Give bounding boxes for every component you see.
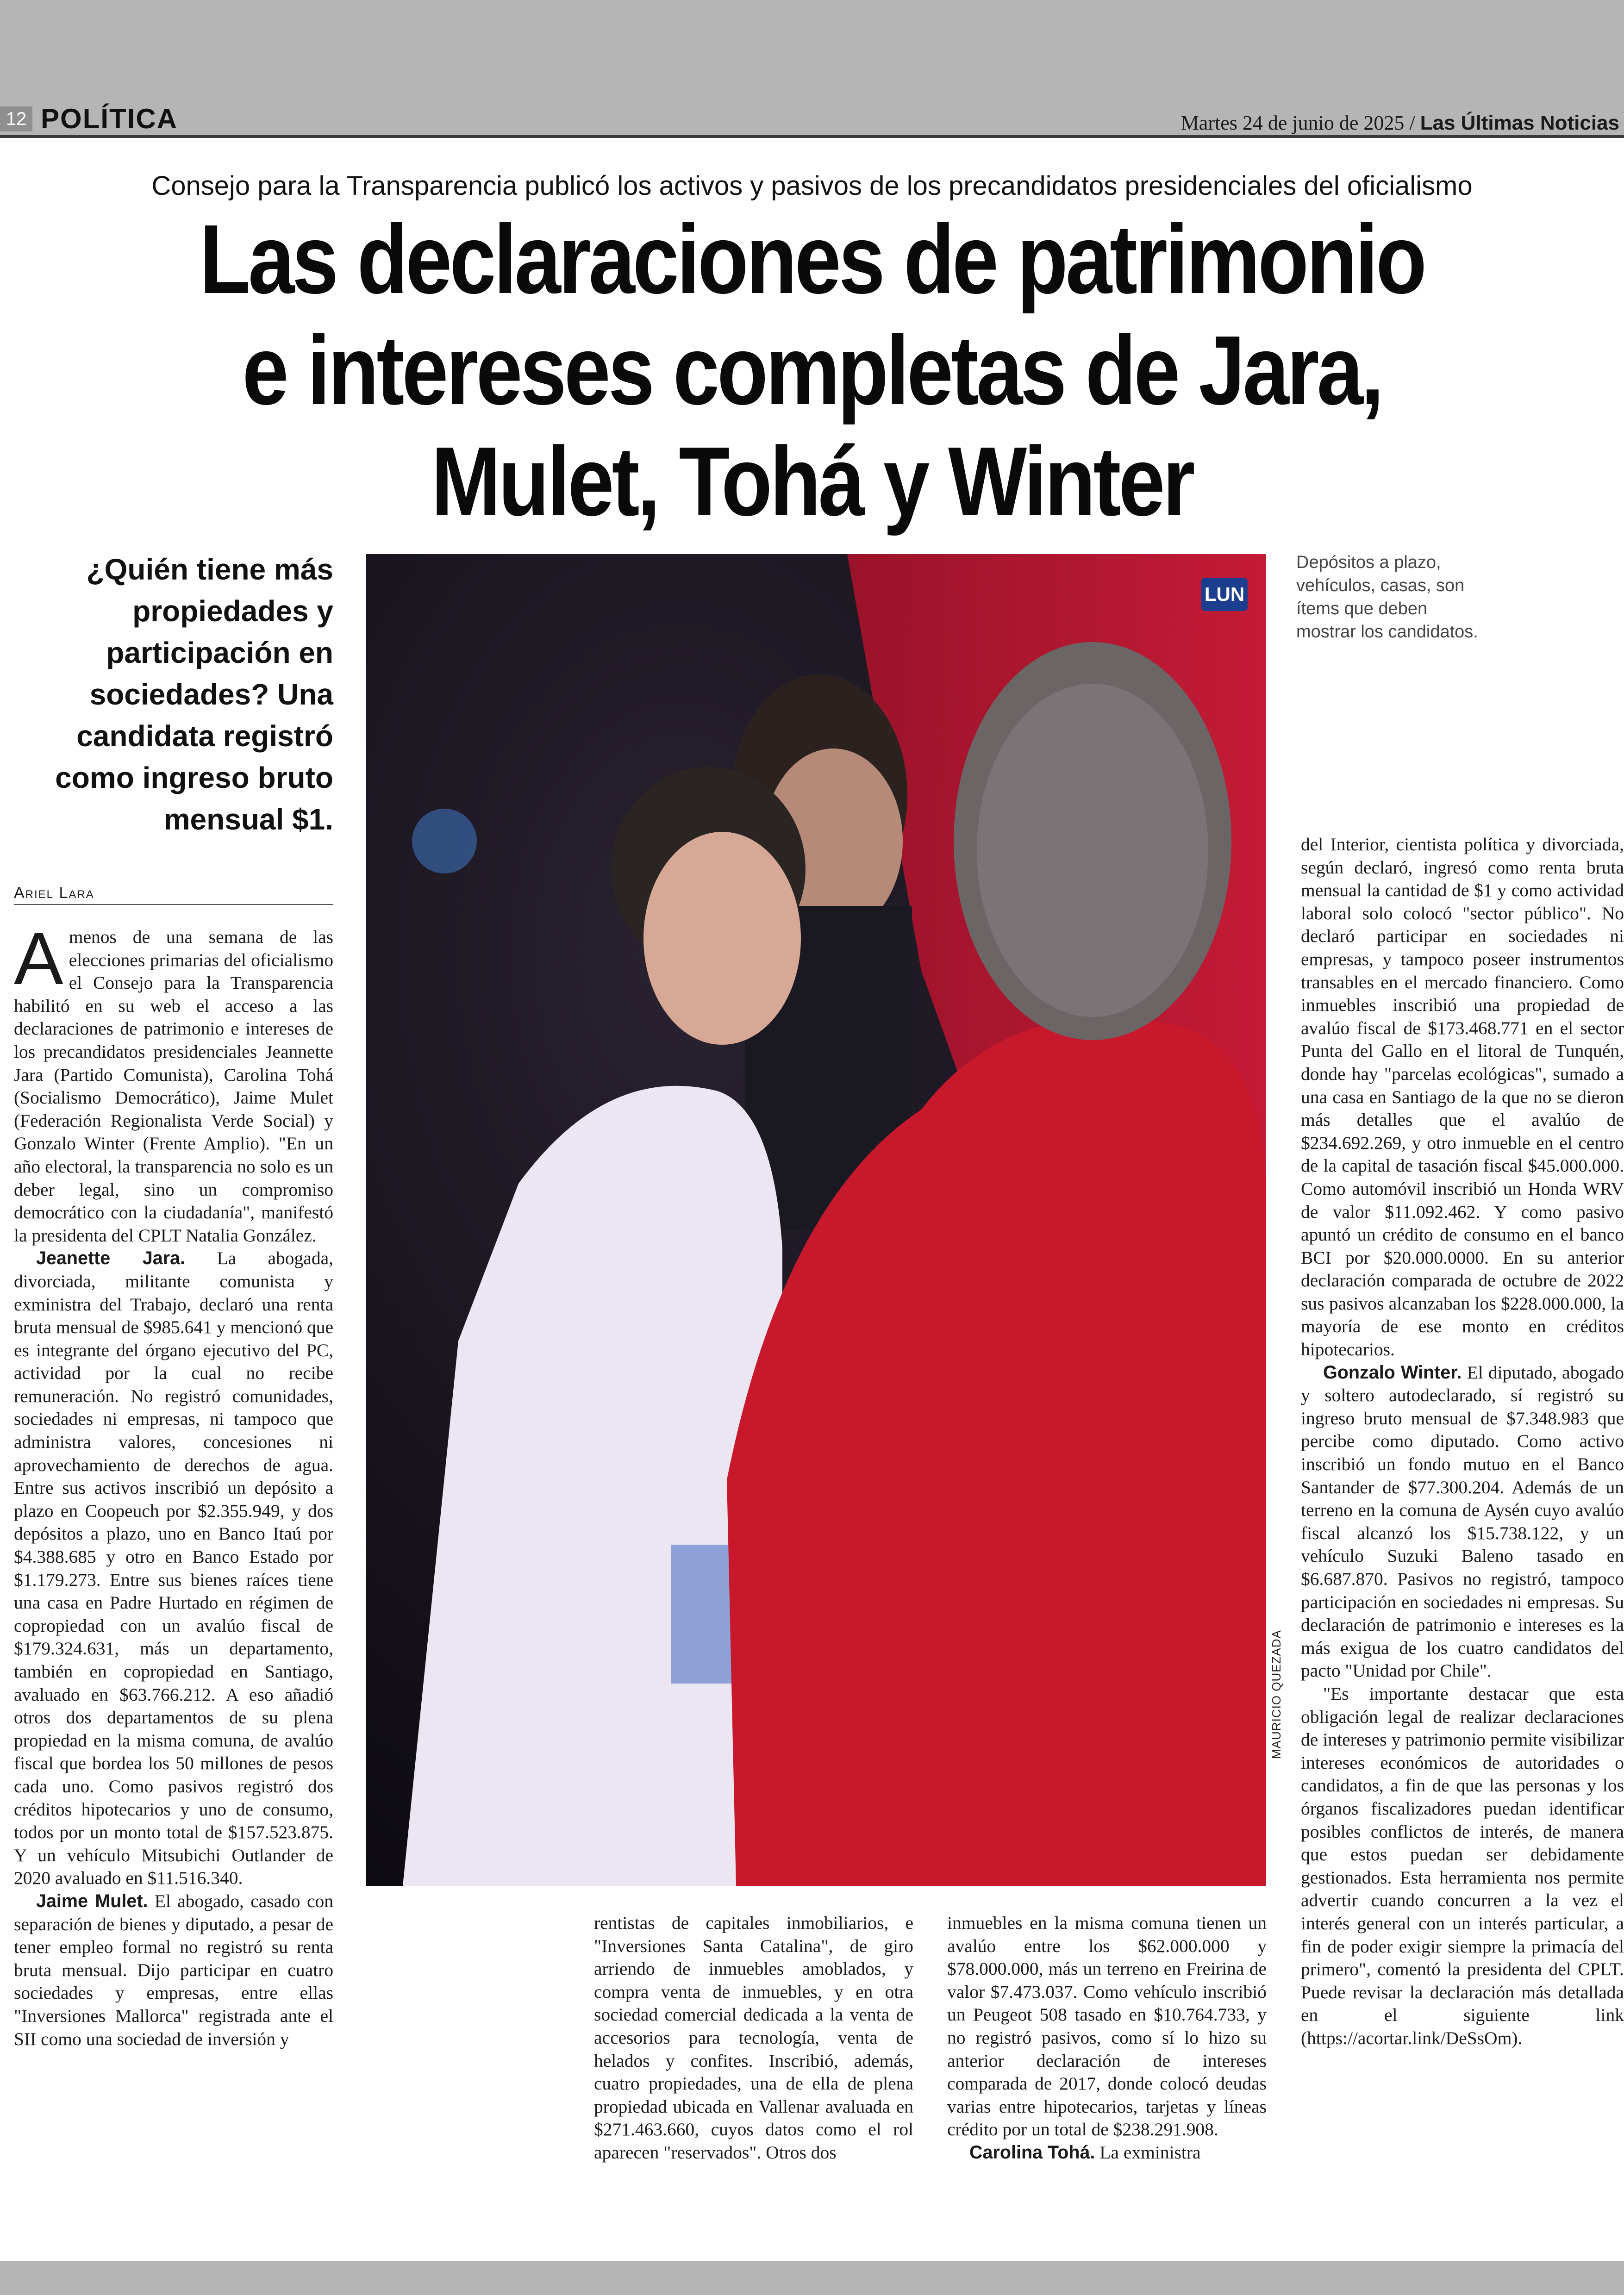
- mulet-paragraph: [14, 1890, 333, 2051]
- section-title: POLÍTICA: [41, 103, 178, 134]
- toha-paragraph: [947, 2141, 1267, 2164]
- article-headline: [122, 204, 1502, 537]
- text-column-2: [594, 1912, 913, 2164]
- publication-name: Las Últimas Noticias: [1420, 112, 1619, 134]
- jara-text: La abogada, divorciada, militante comunista y exministra del Trabajo, declaró una renta bruta mensual de $985.641 y mencionó que es integrante del órgano ejecutivo del PC, actividad por la cual no recibe remuneración. No registró comunidades, sociedades ni empresas, ni tampoco que administra valores, concesiones ni aprovechamiento de derechos de agua. Entre sus activos inscribió un depósito a plazo en Coopeuch por $2.355.949, y dos depósitos a plazo, uno en Banco Itaú por $4.388.685 y otro en Banco Estado por $1.179.273. Entre sus bienes raíces tiene una casa en Padre Hurtado en régimen de copropiedad con un avalúo fiscal de $179.324.631, más un departamento, también en copropiedad en Santiago, avaluado en $63.766.212. A eso añadió otros dos departamentos de su plena propiedad en la misma comuna, de avalúo fiscal que bordea los 50 millones de pesos cada uno. Como pasivos registró dos créditos hipotecarios y uno de consumo, todos por un monto total de $157.523.875. Y un vehículo Mitsubichi Outlander de 2020 avaluado en $11.516.340.: [14, 1248, 333, 1889]
- drop-cap: A: [14, 917, 63, 1000]
- headline-line: e intereses completas de Jara,: [242, 315, 1382, 425]
- page-number: 12: [0, 106, 32, 131]
- photo-credit: MAURICIO QUEZADA: [1269, 1630, 1283, 1759]
- mulet-continued: rentistas de capitales inmobiliarios, e "Inversiones Santa Catalina", de giro arriendo de inmuebles amoblados, y compra venta de inmuebles, y en otra sociedad comercial dedicada a la venta de accesorios para tecnología, venta de helados y confites. Inscribió, además, cuatro propiedades, una de ella de plena propiedad ubicada en Vallenar avaluada en $271.463.660, cuyos datos como el rol aparecen "reservados". Otros dos: [594, 1913, 913, 2163]
- header-rule: [0, 135, 1624, 138]
- article-photo: [366, 554, 1266, 1886]
- article-kicker: Consejo para la Transparencia publicó los activos y pasivos de los precandidatos presidenciales del oficialismo: [151, 171, 1473, 201]
- headline-line: Las declaraciones de patrimonio: [200, 204, 1424, 314]
- jara-paragraph: [14, 1247, 333, 1890]
- winter-lead: Gonzalo Winter.: [1323, 1362, 1462, 1383]
- headline-line: Mulet, Tohá y Winter: [431, 426, 1193, 536]
- article-subhead: ¿Quién tiene más propiedades y participación en sociedades? Una candidata registró como ingreso bruto mensual $1.: [55, 553, 333, 836]
- mulet-text: El abogado, casado con separación de bienes y diputado, a pesar de tener empleo formal no registró su renta bruta mensual. Dijo participar en cuatro sociedades y empresas, entre ellas "Inversiones Mallorca" registrada ante el SII como una sociedad de inversión y: [14, 1890, 334, 2049]
- intro-paragraph: [14, 917, 333, 1247]
- byline: Ariel Lara: [14, 884, 333, 905]
- intro-text: menos de una semana de las elecciones primarias del oficialismo el Consejo para la Transparencia habilitó en su web el acceso a las declaraciones de patrimonio e intereses de los precandidatos presidenciales Jeannette Jara (Partido Comunista), Carolina Tohá (Socialismo Democrático), Jaime Mulet (Federación Regionalista Verde Social) y Gonzalo Winter (Frente Amplio). "En un año electoral, la transparencia no solo es un deber legal, sino un compromiso democrático con la ciudadanía", manifestó la presidenta del CPLT Natalia González.: [14, 927, 333, 1246]
- winter-text: El diputado, abogado y soltero autodeclarado, sí registró su ingreso bruto mensual de $7.348.983 que percibe como diputado. Como activo inscribió un fondo mutuo en el Banco Santander de $77.300.204. Además de un terreno en la comuna de Aysén cuyo avalúo fiscal alcanzó los $15.738.122, y un vehículo Suzuki Baleno tasado en $6.687.870. Pasivos no registró, tampoco participación en sociedades ni empresas. Su declaración de patrimonio e intereses es la más exigua de los cuatro candidatos del pacto "Unidad por Chile".: [1301, 1362, 1624, 1681]
- debate-photo-illustration: [366, 554, 1266, 1886]
- issue-date: Martes 24 de junio de 2025: [1181, 112, 1405, 134]
- toha-lead: Carolina Tohá.: [969, 2142, 1095, 2163]
- text-column-4: [1301, 833, 1624, 2050]
- bottom-margin-band: [0, 2261, 1624, 2295]
- winter-paragraph: [1301, 1361, 1624, 1683]
- toha-text: La exministra: [1095, 2142, 1201, 2163]
- text-column-3: [947, 1912, 1267, 2164]
- mulet-lead: Jaime Mulet.: [36, 1890, 148, 1911]
- date-line: [1181, 111, 1619, 135]
- mulet-end: inmuebles en la misma comuna tienen un avalúo entre los $62.000.000 y $78.000.000, más un terreno en Freirina de valor $7.473.037. Como vehículo inscribió un Peugeot 508 tasado en $10.764.733, y no registró pasivos, como sí lo hizo su anterior declaración de intereses comparada de 2017, donde colocó deudas varias entre hipotecarios, tarjetas y líneas crédito por un total de $238.291.908.: [947, 1913, 1267, 2140]
- text-column-1: [14, 917, 334, 2051]
- toha-continued: del Interior, cientista política y divorciada, según declaró, ingresó como renta bruta mensual la cantidad de $1 y como actividad laboral solo colocó "sector público". No declaró participar en sociedades ni empresas, y tampoco poseer instrumentos transables en el mercado financiero. Como inmuebles inscribió una propiedad de avalúo fiscal de $173.468.771 en el sector Punta del Gallo en el litoral de Tunquén, donde hay "parcelas ecológicas", sumado a una casa en Santiago de la que no se dieron más detalles que el avalúo de $234.692.269, y otro inmueble en el centro de la capital de tasación fiscal $45.000.000. Como automóvil inscribió un Honda WRV de valor $11.092.462. Y como pasivo apuntó un crédito de consumo en el banco BCI por $20.000.0000. En su anterior declaración comparada de octubre de 2022 sus pasivos alcanzaban los $228.000.000, la mayoría de ese monto en créditos hipotecarios.: [1301, 834, 1624, 1360]
- photo-caption: Depósitos a plazo, vehículos, casas, son ítems que deben mostrar los candidatos.: [1296, 553, 1478, 642]
- lun-logo-badge: LUN: [1201, 578, 1248, 611]
- date-separator: /: [1409, 112, 1415, 134]
- jara-lead: Jeanette Jara.: [36, 1248, 186, 1269]
- closing-quote: "Es importante destacar que esta obligación legal de realizar declaraciones de intereses y patrimonio permite visibilizar intereses económicos de autoridades o candidatos, a fin de que las personas y los órganos fiscalizadores puedan identificar posibles conflictos de interés, de manera que estos puedan ser debidamente gestionados. Esta herramienta nos permite advertir cuando concurren a la vez el interés general con un interés particular, a fin de poder exigir siempre la primacía del primero", comentó la presidenta del CPLT. Puede revisar la declaración más detallada en el siguiente link (https://acortar.link/DeSsOm).: [1301, 1683, 1624, 2048]
